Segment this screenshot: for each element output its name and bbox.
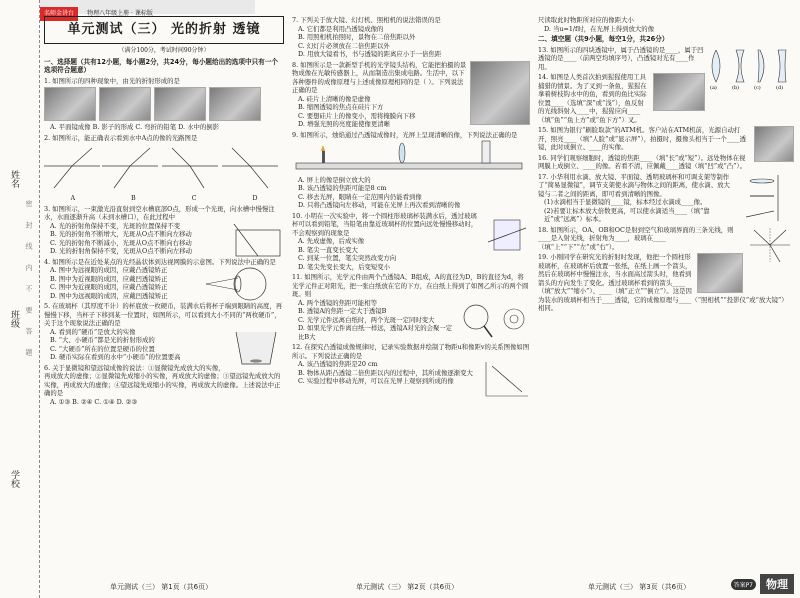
question-8-text: 8. 如图所示是一款新型手机的光学镜头结构，它能把拍摄的景物成像在光敏传感器上，从而制造出集成电路。生活中，以下各种器件的成像原理与上述成像原理相同的是（ ）。下列说法正确的是 <box>292 60 467 94</box>
q8-lens-structure-figure <box>470 61 530 125</box>
q13-label-b: (b) <box>732 84 740 90</box>
question-6-text: 6. 关于显微镜和望远镜成像的说法：①显微镜先成放大的实像，再成放大的虚像；②显微镜先成缩小的实像，再成放大的虚像；③望远镜先成放大的实像，再成放大的虚像；④望远镜先成缩小的实像，再成放大的虚像。上述说法中正确的是 <box>44 363 281 397</box>
q17-microscope-diagram <box>736 173 794 223</box>
q1-photo-b <box>99 87 151 121</box>
question-4-option-a: A. 图中为远视眼的成因，应戴凸透镜矫正 <box>50 266 168 274</box>
question-16-text: 16. 同学们观察细胞时，透镜的焦距____（填“长”或“短”）。远处物体在视网膜上成倒立、____的像。若看不清，应佩戴____透镜（填“凹”或“凸”）。 <box>538 153 746 170</box>
q2-label-c: C <box>191 194 197 202</box>
question-9-option-c: C. 移去光屏，眼睛在一定范围内仍能看到像 <box>298 192 422 201</box>
question-17 <box>538 173 794 224</box>
answer-subject-tag <box>731 574 794 594</box>
section-2-heading: 二、填空题（共9小题，每空1分，共26分） <box>538 35 669 43</box>
question-5 <box>44 302 284 362</box>
q1-photo-c <box>154 87 206 121</box>
question-4-option-c: C. 图中为近视眼的成因，应戴凸透镜矫正 <box>50 283 168 291</box>
question-3-option-b: B. 光的折射角不断增大，光斑从O点不断向左移动 <box>50 230 192 238</box>
q13-label-d: (d) <box>776 84 784 90</box>
footer-page-2: 单元测试（三） 第2页（共6页） <box>356 583 459 591</box>
question-19-text: 19. 小刚同学在研究光的折射时发现，他把一个圆柱形玻璃杯，在玻璃杯后放置一张纸，在纸上画一个箭头，然后在玻璃杯中慢慢注水，当水面高过箭头时，他看到箭头的方向发生了变化。透过玻璃杯看到的箭头____（填“放大”“缩小”）、____（填“正立”“倒立”）。这是因为装水的玻璃杯相当于____透镜，它的成像原理与____（“照相机”“投影仪”或“放大镜”）相同。 <box>538 253 788 312</box>
q14-photo <box>653 73 705 111</box>
column-3 <box>538 16 794 572</box>
question-8-option-b: B. 缩图透镜的焦点在硅片下方 <box>298 103 384 111</box>
question-8-option-c: C. 要想硅片上的像变小，需将掩膜向下移 <box>298 111 416 120</box>
question-17-part-2: (2)若要让标本放大倍数更高，可以使水滴适当____（填“靠近”或“远离”）标本。 <box>544 206 710 223</box>
question-5-option-b: B. “大、小硬币”都是光的折射形成的 <box>50 336 155 344</box>
question-7-option-c: C. 幻灯片必须放在二倍焦距以外 <box>298 41 390 50</box>
question-15-text: 15. 如图为银行“刷脸取款”的ATM机。客户站在ATM机前，光源自动打开，照亮____（填“人脸”或“显示屏”），拍摄时，摄像头相当于一个____透镜，此时成倒立、____的实像。 <box>538 126 746 151</box>
question-17-text: 17. 小华利用水滴、放大镜、平面镜、透明玻璃杯和可调支架等制作了“简易显微镜”，调节支架使水滴与物体之间的距离，使水滴、放大镜与二者之间的距离，即可看到清晰的图像。 <box>538 172 730 198</box>
subject-badge: 物理 <box>760 574 794 594</box>
footer-page-1: 单元测试（三） 第1页（共6页） <box>110 583 213 591</box>
question-12-text: 12. 在探究凸透镜成像规律时，记录实验数据并绘制了物距u和像距v的关系图像如图所示。下列说法正确的是 <box>292 343 530 360</box>
question-4-option-d: D. 图中为远视眼的成因，应戴凹透镜矫正 <box>50 291 168 300</box>
question-7-option-d: D. 用放大镜看书，书与透镜的距离应小于一倍焦距 <box>298 50 442 58</box>
q10-glass-diagram <box>484 212 530 252</box>
q12-graph <box>482 360 530 400</box>
question-11-option-c: C. 光学元件远离白纸时，两个光斑一定同时变大 <box>298 315 435 324</box>
question-10-option-d: D. 笔尖先变长变大，后变短变小 <box>298 262 391 271</box>
question-10 <box>292 212 530 272</box>
question-12 <box>292 343 530 386</box>
q19-photo <box>697 253 743 293</box>
page-title: 单元测试（三） 光的折射 透镜 <box>44 16 284 44</box>
seal-line-text: 密 封 线 内 不 要 答 题 <box>25 200 33 362</box>
header-tag: 名师金讲台 <box>40 7 78 21</box>
binding-margin <box>0 0 40 598</box>
question-2-figures <box>44 144 284 192</box>
question-7-text: 7. 下列关于放大镜、幻灯机、照相机的说法错误的是 <box>292 16 441 24</box>
question-2-text: 2. 如图所示，能正确表示看到水中A点的像的光路图是 <box>44 133 198 142</box>
question-11-option-b: B. 透镜A的焦距一定大于透镜B <box>298 307 387 315</box>
school-label: 学校 <box>9 470 19 488</box>
q1-photo-a <box>44 87 96 121</box>
question-5-option-d: D. 硬币实际在看到的水中“小硬币”的位置要高 <box>50 353 181 361</box>
column-2 <box>292 16 530 572</box>
q9-optical-bench-diagram <box>292 139 526 173</box>
column-1 <box>44 16 284 572</box>
question-7 <box>292 16 530 59</box>
q5-cup-diagram <box>228 328 284 368</box>
question-11-option-a: A. 两个透镜的焦距可能相等 <box>298 298 377 307</box>
question-4-text: 4. 如图所示是在近处某点的光经晶状体到达视网膜的示意图。下列说法中正确的是 <box>44 257 276 266</box>
question-15 <box>538 126 794 152</box>
q3-water-tank-diagram <box>232 222 284 258</box>
question-13-text: 13. 如图所示的四块透镜中，属于凸透镜的是____，属于凹透镜的是____（前两空均填序号），凸透镜对光有____作用。 <box>538 45 704 71</box>
q4-eye-diagram <box>204 266 284 302</box>
question-12-option-b: B. 物体从距凸透镜二倍焦距以内的过程中，其所成像逐渐变大 <box>298 368 473 377</box>
header-bar <box>40 0 255 17</box>
question-12-option-a: A. 该凸透镜的焦距是20 cm <box>298 360 378 368</box>
question-9 <box>292 131 530 210</box>
question-5-option-c: C. “大硬币”所在的位置是硬币的位置 <box>50 344 155 353</box>
question-9-text: 9. 如图所示，烛焰通过凸透镜成像时，光屏上呈现清晰的像，下列说法正确的是 <box>292 130 518 139</box>
subtitle: （满分100分，考试时间90分钟） <box>118 47 210 54</box>
q13-lenses-figure <box>708 46 794 90</box>
question-3-option-d: D. 光的折射角保持不变，光斑从O点不断向左移动 <box>50 247 193 255</box>
question-8 <box>292 61 530 129</box>
q15-atm-photo <box>754 126 794 162</box>
question-3-option-a: A. 光的折射角保持不变，光斑的位置保持不变 <box>50 221 181 230</box>
question-1 <box>44 77 284 132</box>
answer-badge: 答案P7 <box>731 579 756 590</box>
section-1-heading: 一、选择题（共有12小题，每小题2分，共24分，每小题给出的选项中只有一个选项符合题意） <box>44 57 278 74</box>
question-10-option-b: B. 笔尖一直变长变大 <box>298 245 358 254</box>
question-13 <box>538 45 794 90</box>
question-8-option-d: D. 增强光照的亮度能使像更清晰 <box>298 120 391 128</box>
header-text: 物理八年级上册 · 课标版 <box>87 10 153 17</box>
question-11 <box>292 273 530 341</box>
question-10-option-a: A. 先成虚像，后成实像 <box>298 237 365 245</box>
question-11-text: 11. 如图所示，光学元件由两个凸透镜A、B组成，A的直径为D，B的直径为d，将光学元件正对阳光，把一张白纸放在它的下方，在白纸上得到了如图乙所示的两个圆斑。则 <box>292 273 529 298</box>
question-4-option-b: B. 图中为近视眼的成因，应戴凹透镜矫正 <box>50 274 168 283</box>
question-4 <box>44 258 284 301</box>
question-5-text: 5. 在玻璃杯（其厚度不计）的杯底放一枚硬币，装满水后将杯子端到眼睛的高度，再慢慢下移，当杯子下移到某一位置时，如图所示，可以看到大小不同的“两枚硬币”，关于这个现象说法正确的是 <box>44 302 283 327</box>
q2-label-d: D <box>252 194 258 202</box>
q2-labels <box>44 194 284 203</box>
q1-photo-d <box>209 87 261 121</box>
question-12-option-d: D. 当u=1/f时，在光屏上得到放大的像 <box>544 24 655 33</box>
question-12-option-c: C. 实验过程中移动光屏，可以在光屏上观察到所成的像 <box>298 377 454 385</box>
question-6 <box>44 364 284 407</box>
q13-label-a: (a) <box>710 84 717 90</box>
q13-label-c: (c) <box>754 84 761 90</box>
question-1-figures <box>44 87 284 121</box>
question-17-part-1: (1)水滴相当于显微镜的____镜，标本经过水滴成____像。 <box>544 198 707 206</box>
question-2 <box>44 134 284 203</box>
question-12-continued-text: 尺读取此时物距所对应的像距大小 <box>538 16 634 24</box>
question-3-option-c: C. 光的折射角不断减小，光斑从O点不断向右移动 <box>50 238 192 247</box>
question-9-option-b: B. 该凸透镜的焦距可能是8 cm <box>298 184 387 192</box>
question-7-option-a: A. 它们都是利用凸透镜成像的 <box>298 24 384 33</box>
question-7-option-b: B. 用照相机拍照时，景物在二倍焦距以外 <box>298 33 416 41</box>
question-10-text: 10. 小明在一次实验中，将一个圆柱形玻璃杯装满水后，透过玻璃杯可以看到铅笔，当铅笔由靠近玻璃杯的位置向远处慢慢移动时，不会观察到的现象是 <box>292 211 478 237</box>
question-3 <box>44 205 284 256</box>
class-label: 班级 <box>9 310 19 328</box>
question-1-options: A. 平面镜成像 B. 影子的形成 C. 弯折的铅笔 D. 水中的倒影 <box>50 123 220 131</box>
question-9-option-a: A. 屏上的像是倒立放大的 <box>298 175 371 184</box>
question-14-text: 14. 如图是人类首次拍到猩猩使用工具捕猎的情景。为了叉到一条鱼，猩猩在拿着树枝钩水中的鱼，看到的鱼比实际位置____（选填“深”或“浅”），鱼反射的光线斜射入____中，猩猩应向____（填“鱼”“鱼上方”或“鱼下方”）叉。 <box>538 73 647 124</box>
question-3-text: 3. 如图所示，一束激光沿直射到空水槽底部O点，形成一个光斑，向水槽中慢慢注水，水面逐渐升高（未到水槽口），在此过程中 <box>44 204 275 221</box>
question-1-text: 1. 如图所示的四种现象中，由光的折射形成的是 <box>44 76 180 85</box>
question-10-option-c: C. 到某一位置，笔尖突然改变方向 <box>298 254 397 262</box>
question-8-option-a: A. 硅片上清晰的像是虚像 <box>298 94 371 103</box>
q11-lens-diagram <box>460 299 530 339</box>
q18-ray-diagram <box>746 226 794 264</box>
question-12-continued <box>538 16 794 33</box>
name-label: 姓名 <box>9 170 19 188</box>
footer-page-3: 单元测试（三） 第3页（共6页） <box>588 583 691 591</box>
q2-label-a: A <box>70 194 76 202</box>
question-5-option-a: A. 看到的“硬币”是放大的实像 <box>50 327 136 336</box>
q2-ray-diagrams <box>44 144 278 192</box>
question-9-option-d: D. 只将凸透镜向左移动，可能在光屏上再次看到清晰的像 <box>298 201 461 209</box>
q2-label-b: B <box>130 194 136 202</box>
question-18-text: 18. 如图所示，OA、OB和OC是射到空气和玻璃界面的三条光线，则____是入射光线，折射角为____，玻璃在____（填“上”“下”“左”或“右”）。 <box>538 225 734 251</box>
question-18 <box>538 226 794 252</box>
question-6-options: A. ①③ B. ②④ C. ①④ D. ②③ <box>50 397 138 406</box>
question-11-option-d: D. 如果光学元件离白纸一样远，透镜A对光的会聚一定比B大 <box>298 324 453 341</box>
